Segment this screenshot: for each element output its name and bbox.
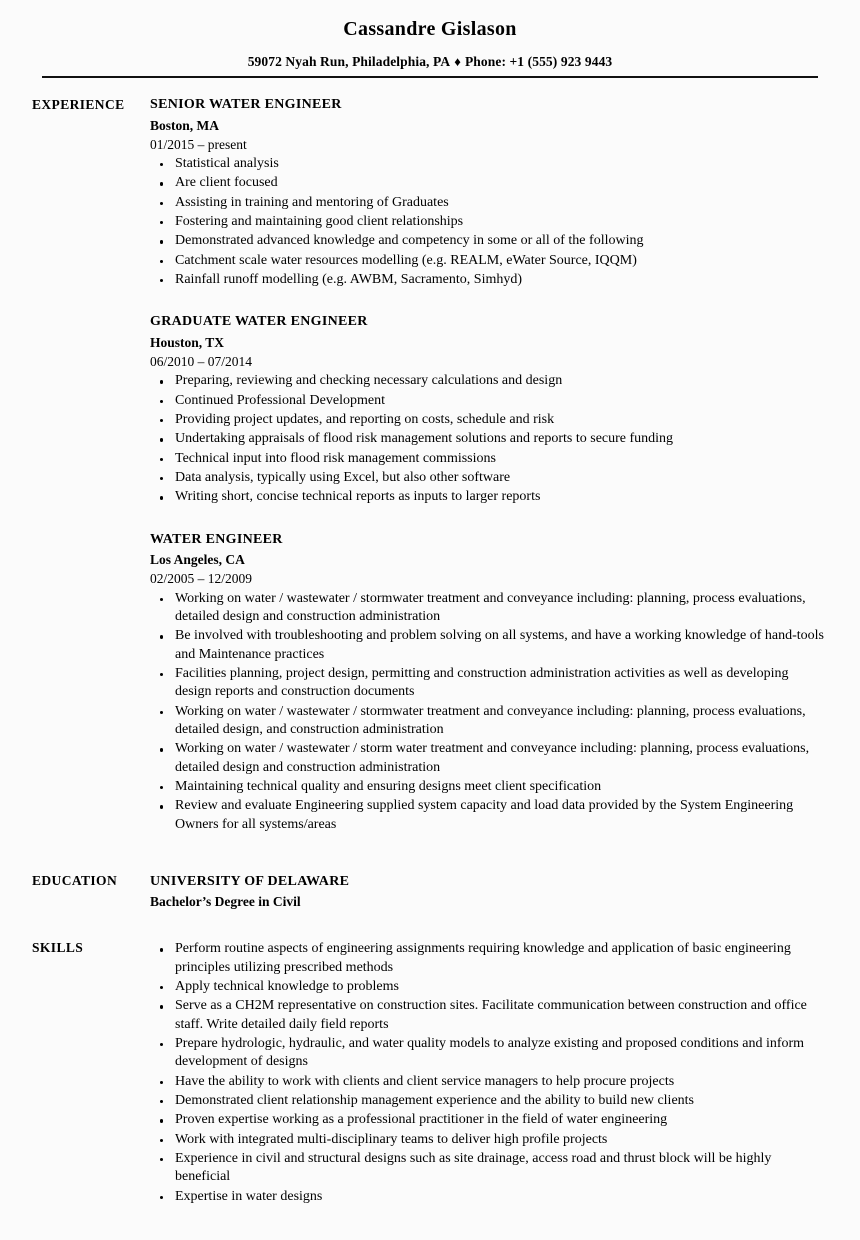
contact-address: 59072 Nyah Run, Philadelphia, PA (247, 54, 451, 69)
job-dates: 06/2010 – 07/2014 (150, 354, 253, 370)
contact-line (0, 54, 860, 70)
section-experience (32, 96, 824, 835)
section-label-experience: EXPERIENCE (32, 97, 125, 112)
experience-entries (150, 96, 824, 835)
job-bullet-list (150, 155, 824, 289)
job-bullet: Assisting in training and mentoring of Graduates (150, 194, 824, 212)
skill-bullet: Experience in civil and structural designs such as site drainage, access road and thrust block will be highly beneficial (150, 1150, 824, 1187)
job-title: WATER ENGINEER (150, 531, 283, 547)
job-title: SENIOR WATER ENGINEER (150, 97, 342, 112)
job-bullet: Technical input into flood risk management commissions (150, 450, 824, 468)
job-bullet: Maintaining technical quality and ensuring designs meet client specification (150, 778, 824, 796)
job-bullet-list (150, 590, 824, 834)
skills-list-wrapper (150, 939, 824, 1207)
education-degree: Bachelor’s Degree in Civil (150, 894, 301, 910)
skills-list (150, 940, 824, 1206)
diamond-separator-icon: ♦ (454, 54, 461, 69)
job-bullet: Working on water / wastewater / storm water treatment and conveyance including: planning, process evaluations, detailed design and construction administration (150, 740, 824, 777)
skill-bullet: Expertise in water designs (150, 1188, 824, 1206)
contact-phone: Phone: +1 (555) 923 9443 (464, 54, 613, 69)
job-bullet: Statistical analysis (150, 155, 824, 173)
job-bullet-list (150, 372, 824, 506)
header-divider (42, 76, 818, 78)
skill-bullet: Prepare hydrologic, hydraulic, and water quality models to analyze existing and proposed conditions and inform development of designs (150, 1035, 824, 1072)
experience-entry (150, 313, 824, 506)
skill-bullet: Perform routine aspects of engineering assignments requiring knowledge and application of basic engineering principles utilizing prescribed methods (150, 940, 824, 977)
skill-bullet: Have the ability to work with clients and client service managers to help procure projects (150, 1073, 824, 1091)
skill-bullet: Demonstrated client relationship management experience and the ability to build new clients (150, 1092, 824, 1110)
job-bullet: Rainfall runoff modelling (e.g. AWBM, Sacramento, Simhyd) (150, 271, 824, 289)
section-label-education: EDUCATION (32, 872, 118, 888)
job-bullet: Be involved with troubleshooting and problem solving on all systems, and have a working knowledge of hand-tools and Maintenance practices (150, 627, 824, 664)
job-location: Houston, TX (150, 335, 225, 351)
job-location: Boston, MA (150, 117, 220, 133)
resume-header (0, 0, 860, 78)
candidate-name: Cassandre Gislason (343, 18, 517, 40)
job-bullet: Are client focused (150, 174, 824, 192)
section-skills (32, 939, 824, 1207)
job-dates: 01/2015 – present (150, 136, 247, 152)
resume-body (0, 96, 860, 1207)
section-education (32, 872, 824, 912)
job-bullet: Working on water / wastewater / stormwater treatment and conveyance including: planning, process evaluations, detailed design, and construction administration (150, 703, 824, 740)
experience-entry (150, 531, 824, 834)
skill-bullet: Proven expertise working as a professional practitioner in the field of water engineering (150, 1111, 824, 1129)
job-bullet: Continued Professional Development (150, 392, 824, 410)
education-school: UNIVERSITY OF DELAWARE (150, 873, 350, 889)
skill-bullet: Serve as a CH2M representative on construction sites. Facilitate communication between construction and office staff. Write detailed daily field reports (150, 997, 824, 1034)
job-bullet: Writing short, concise technical reports as inputs to larger reports (150, 488, 824, 506)
section-label-skills: SKILLS (32, 940, 84, 956)
job-dates: 02/2005 – 12/2009 (150, 571, 253, 587)
job-bullet: Preparing, reviewing and checking necessary calculations and design (150, 372, 824, 390)
job-location: Los Angeles, CA (150, 552, 245, 568)
job-bullet: Fostering and maintaining good client relationships (150, 213, 824, 231)
education-entry (150, 872, 824, 912)
job-bullet: Data analysis, typically using Excel, but also other software (150, 469, 824, 487)
skill-bullet: Work with integrated multi-disciplinary teams to deliver high profile projects (150, 1131, 824, 1149)
job-title: GRADUATE WATER ENGINEER (150, 314, 368, 330)
job-bullet: Catchment scale water resources modelling (e.g. REALM, eWater Source, IQQM) (150, 252, 824, 270)
job-bullet: Review and evaluate Engineering supplied system capacity and load data provided by the System Engineering Owners for all systems/areas (150, 797, 824, 834)
job-bullet: Providing project updates, and reporting on costs, schedule and risk (150, 411, 824, 429)
job-bullet: Working on water / wastewater / stormwater treatment and conveyance including: planning, process evaluations, detailed design and construction administration (150, 590, 824, 627)
experience-entry (150, 96, 824, 289)
skill-bullet: Apply technical knowledge to problems (150, 978, 824, 996)
job-bullet: Facilities planning, project design, permitting and construction administration activities as well as developing design reports and construction documents (150, 665, 824, 702)
job-bullet: Undertaking appraisals of flood risk management solutions and reports to secure funding (150, 430, 824, 448)
job-bullet: Demonstrated advanced knowledge and competency in some or all of the following (150, 232, 824, 250)
